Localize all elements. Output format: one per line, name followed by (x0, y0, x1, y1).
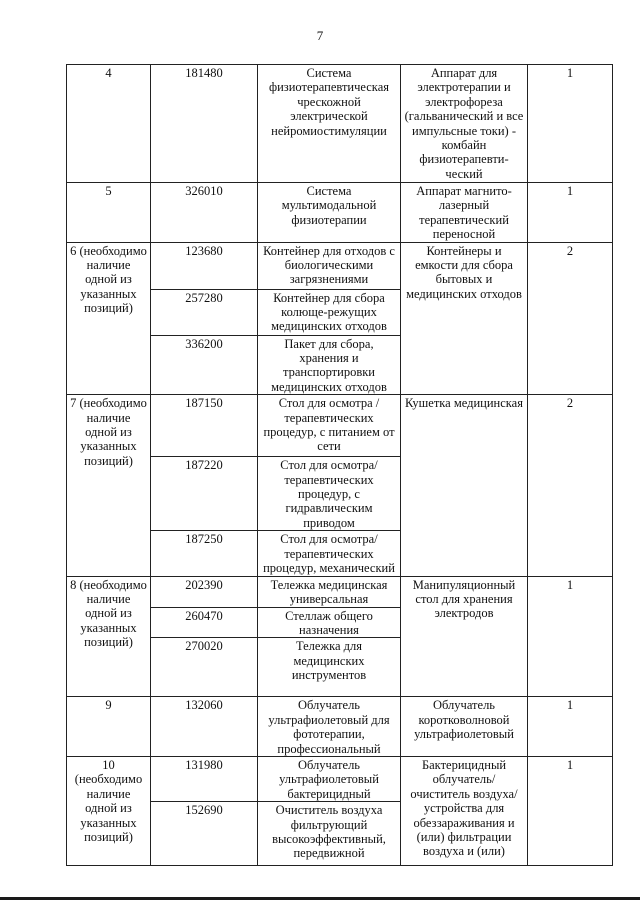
equipment-description-cell: Бактерицидный облучатель/ очиститель воздуха/ устройства для обеззараживания и (или) фильтрации воздуха и (или) (401, 756, 528, 865)
row-number-cell: 8 (необходимо наличие одной из указанных позиций) (67, 576, 151, 697)
table-row (67, 756, 613, 801)
nomenclature-name-cell: Облучатель ультрафиолетовый для фототерапии, профессиональный (258, 697, 401, 757)
quantity-cell: 1 (528, 697, 613, 757)
nomenclature-code-cell: 187150 (151, 395, 258, 457)
table-row (67, 576, 613, 607)
quantity-cell: 2 (528, 395, 613, 576)
equipment-description-cell: Контейнеры и емкости для сбора бытовых и медицинских отходов (401, 242, 528, 395)
page-bottom-rule (0, 897, 640, 900)
quantity-cell: 1 (528, 576, 613, 697)
row-number-cell: 5 (67, 183, 151, 243)
equipment-table (66, 64, 613, 866)
nomenclature-code-cell: 257280 (151, 289, 258, 335)
page-number: 7 (316, 28, 324, 43)
nomenclature-code-cell: 202390 (151, 576, 258, 607)
table-row (67, 242, 613, 289)
nomenclature-code-cell: 187220 (151, 457, 258, 531)
nomenclature-name-cell: Тележка медицинская универсальная (258, 576, 401, 607)
nomenclature-name-cell: Очиститель воздуха фильтрующий высокоэффективный, передвижной (258, 802, 401, 866)
nomenclature-name-cell: Пакет для сбора, хранения и транспортировки медицинских отходов (258, 335, 401, 395)
row-number-cell: 7 (необходимо наличие одной из указанных позиций) (67, 395, 151, 576)
nomenclature-code-cell: 132060 (151, 697, 258, 757)
row-number-cell: 10 (необходимо наличие одной из указанных позиций) (67, 756, 151, 865)
nomenclature-name-cell: Стол для осмотра/ терапевтических процедур, с гидравлическим приводом (258, 457, 401, 531)
nomenclature-name-cell: Тележка для медицинских инструментов (258, 638, 401, 697)
nomenclature-name-cell: Стол для осмотра /терапевтических процедур, с питанием от сети (258, 395, 401, 457)
equipment-description-cell: Облучатель коротковолновой ультрафиолетовый (401, 697, 528, 757)
nomenclature-code-cell: 152690 (151, 802, 258, 866)
row-number-cell: 4 (67, 65, 151, 183)
nomenclature-code-cell: 326010 (151, 183, 258, 243)
quantity-cell: 1 (528, 756, 613, 865)
quantity-cell: 1 (528, 65, 613, 183)
nomenclature-name-cell: Контейнер для сбора колюще-режущих медицинских отходов (258, 289, 401, 335)
table-row (67, 697, 613, 757)
equipment-description-cell: Манипуляционный стол для хранения электродов (401, 576, 528, 697)
nomenclature-name-cell: Система мультимодальной физиотерапии (258, 183, 401, 243)
equipment-description-cell: Кушетка медицинская (401, 395, 528, 576)
row-number-cell: 6 (необходимо наличие одной из указанных позиций) (67, 242, 151, 395)
nomenclature-code-cell: 260470 (151, 607, 258, 638)
row-number-cell: 9 (67, 697, 151, 757)
nomenclature-code-cell: 336200 (151, 335, 258, 395)
nomenclature-code-cell: 187250 (151, 531, 258, 576)
table-row (67, 395, 613, 457)
equipment-description-cell: Аппарат для электротерапии и электрофореза (гальванический и все импульсные токи) - комбайн физиотерапевти-ческий (401, 65, 528, 183)
equipment-description-cell: Аппарат магнито-лазерный терапевтический переносной (401, 183, 528, 243)
nomenclature-name-cell: Стол для осмотра/ терапевтических процедур, механический (258, 531, 401, 576)
nomenclature-code-cell: 131980 (151, 756, 258, 801)
table-row (67, 183, 613, 243)
nomenclature-name-cell: Стеллаж общего назначения (258, 607, 401, 638)
quantity-cell: 1 (528, 183, 613, 243)
nomenclature-code-cell: 270020 (151, 638, 258, 697)
nomenclature-name-cell: Контейнер для отходов с биологическими загрязнениями (258, 242, 401, 289)
nomenclature-code-cell: 181480 (151, 65, 258, 183)
nomenclature-code-cell: 123680 (151, 242, 258, 289)
quantity-cell: 2 (528, 242, 613, 395)
table-row (67, 65, 613, 183)
nomenclature-name-cell: Система физиотерапевтическая чрескожной электрической нейромиостимуляции (258, 65, 401, 183)
nomenclature-name-cell: Облучатель ультрафиолетовый бактерицидный (258, 756, 401, 801)
